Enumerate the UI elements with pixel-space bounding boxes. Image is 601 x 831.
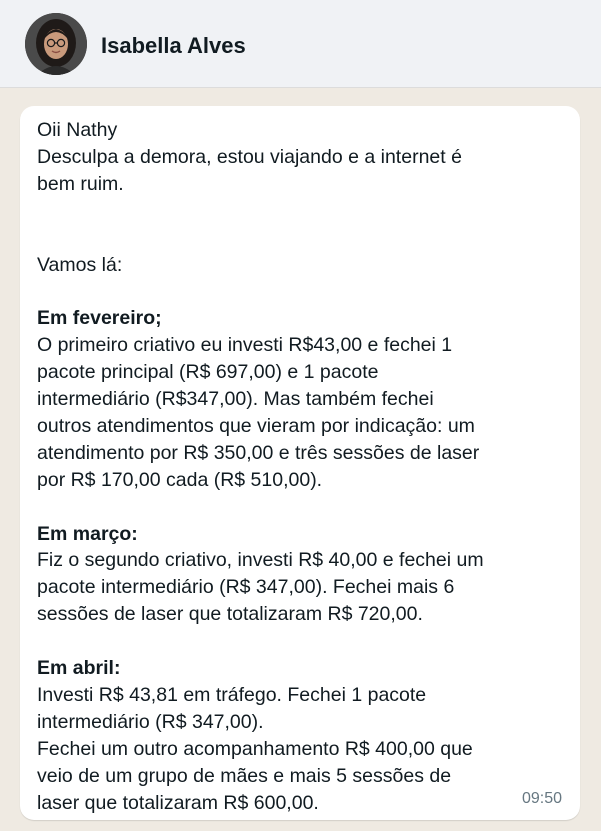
message-line: laser que totalizaram R$ 600,00. <box>37 791 319 814</box>
message-line: Desculpa a demora, estou viajando e a internet é <box>37 145 462 168</box>
message-line: O primeiro criativo eu investi R$43,00 e fechei 1 <box>37 334 453 357</box>
contact-avatar[interactable] <box>25 13 87 75</box>
message-line: intermediário (R$347,00). Mas também fechei <box>37 388 434 411</box>
section-heading-april: Em abril: <box>37 657 121 680</box>
section-heading-march: Em março: <box>37 522 138 545</box>
message-line: veio de um grupo de mães e mais 5 sessões de <box>37 764 452 787</box>
message-timestamp: 09:50 <box>521 790 562 807</box>
message-line: Investi R$ 43,81 em tráfego. Fechei 1 pacote <box>37 683 427 706</box>
avatar-photo-icon <box>25 13 87 75</box>
message-line: Vamos lá: <box>37 253 123 276</box>
section-heading-february: Em fevereiro; <box>37 307 162 330</box>
message-line: Fechei um outro acompanhamento R$ 400,00 que <box>37 737 473 760</box>
message-line: atendimento por R$ 350,00 e três sessões de laser <box>37 441 480 464</box>
message-bubble[interactable] <box>20 106 580 820</box>
message-text <box>37 117 567 817</box>
contact-name[interactable]: Isabella Alves <box>101 33 246 58</box>
message-line: por R$ 170,00 cada (R$ 510,00). <box>37 468 323 491</box>
message-line: bem ruim. <box>37 172 124 195</box>
message-line: Fiz o segundo criativo, investi R$ 40,00 e fechei um <box>37 549 484 572</box>
chat-header <box>0 0 601 88</box>
message-line: pacote intermediário (R$ 347,00). Fechei mais 6 <box>37 576 455 599</box>
message-line: Oii Nathy <box>37 119 118 141</box>
message-line: pacote principal (R$ 697,00) e 1 pacote <box>37 361 379 384</box>
message-line: intermediário (R$ 347,00). <box>37 710 264 733</box>
message-line: sessões de laser que totalizaram R$ 720,00. <box>37 603 423 626</box>
message-line: outros atendimentos que vieram por indicação: um <box>37 414 475 437</box>
